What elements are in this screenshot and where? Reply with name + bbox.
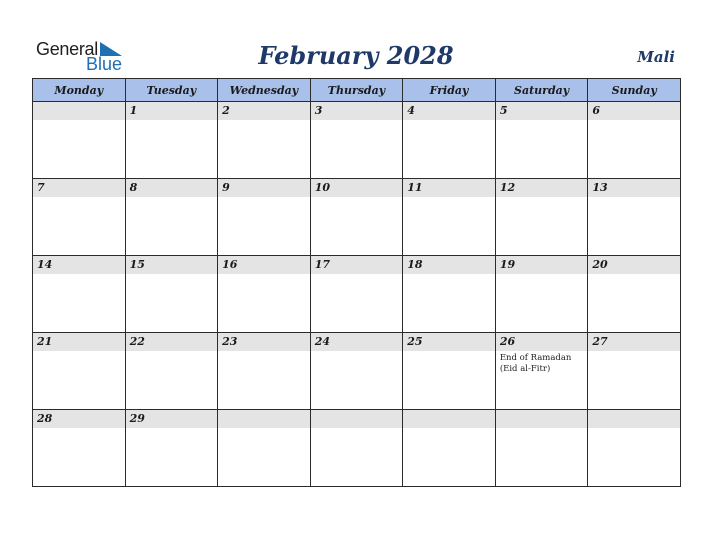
- day-number: 16: [222, 258, 238, 271]
- day-cell: [125, 256, 218, 333]
- weekday-header: Tuesday: [125, 79, 218, 102]
- day-cell: [403, 256, 496, 333]
- day-number: 10: [314, 181, 330, 194]
- week-row: [33, 179, 681, 256]
- day-number: 13: [592, 181, 608, 194]
- day-number: 17: [314, 258, 330, 271]
- day-number: 29: [129, 412, 145, 425]
- day-cell: [310, 102, 403, 179]
- day-number: 9: [222, 181, 230, 194]
- logo-text-blue: Blue: [86, 54, 123, 74]
- day-cell: [403, 410, 496, 487]
- week-row: [33, 410, 681, 487]
- day-number: 24: [314, 335, 330, 348]
- weekday-header: Sunday: [588, 79, 681, 102]
- day-cell: [588, 410, 681, 487]
- day-number: 15: [129, 258, 145, 271]
- day-cell: [495, 410, 588, 487]
- day-cell: [310, 256, 403, 333]
- day-cell: [310, 410, 403, 487]
- calendar-grid: [32, 78, 681, 487]
- day-cell: [403, 333, 496, 410]
- day-cell: [495, 102, 588, 179]
- week-row: [33, 102, 681, 179]
- weekday-header: Monday: [33, 79, 126, 102]
- day-number: 26: [499, 335, 516, 348]
- holiday-event: End of Ramadan (Eid al-Fitr): [499, 353, 572, 374]
- day-cell: [218, 256, 311, 333]
- day-cell: [33, 333, 126, 410]
- day-number: 3: [314, 104, 323, 117]
- day-cell: [310, 179, 403, 256]
- day-cell: [33, 256, 126, 333]
- day-number: 20: [592, 258, 608, 271]
- day-number: 25: [407, 335, 423, 348]
- week-row: [33, 256, 681, 333]
- day-cell: [125, 179, 218, 256]
- day-number: 12: [499, 181, 516, 194]
- day-cell: [495, 333, 588, 410]
- weekday-header: Friday: [403, 79, 496, 102]
- day-cell: [218, 410, 311, 487]
- day-number: 4: [407, 104, 415, 117]
- day-number: 22: [129, 335, 145, 348]
- day-number: 19: [499, 258, 516, 271]
- weekday-header: Saturday: [495, 79, 588, 102]
- day-cell: [588, 333, 681, 410]
- day-number: 5: [499, 104, 508, 117]
- day-cell: [33, 179, 126, 256]
- day-cell: [125, 333, 218, 410]
- day-number: 27: [592, 335, 608, 348]
- day-cell: [33, 410, 126, 487]
- week-row: [33, 333, 681, 410]
- logo-text-general: General: [36, 39, 98, 59]
- day-cell: [218, 333, 311, 410]
- day-cell: [588, 179, 681, 256]
- day-number: 6: [592, 104, 601, 117]
- weekday-header: Thursday: [310, 79, 403, 102]
- day-number: 1: [129, 104, 138, 117]
- day-cell: [310, 333, 403, 410]
- day-cell: [403, 102, 496, 179]
- day-cell: [588, 102, 681, 179]
- weekday-header-row: [33, 79, 681, 102]
- day-number: 11: [407, 181, 423, 194]
- day-cell: [125, 102, 218, 179]
- day-number: 8: [129, 181, 138, 194]
- day-number: 21: [37, 335, 53, 348]
- calendar-title: February 2028: [258, 41, 454, 70]
- day-cell: [495, 256, 588, 333]
- day-number: 28: [37, 412, 53, 425]
- day-number: 2: [222, 104, 230, 117]
- day-cell: [588, 256, 681, 333]
- day-number: 18: [407, 258, 423, 271]
- day-cell: [218, 102, 311, 179]
- day-cell: [33, 102, 126, 179]
- day-cell: [218, 179, 311, 256]
- day-number: 23: [222, 335, 238, 348]
- day-cell: [125, 410, 218, 487]
- day-number: 14: [37, 258, 53, 271]
- day-number: 7: [37, 181, 45, 194]
- day-cell: [403, 179, 496, 256]
- country-label: Mali: [637, 48, 675, 66]
- weekday-header: Wednesday: [218, 79, 311, 102]
- day-cell: [495, 179, 588, 256]
